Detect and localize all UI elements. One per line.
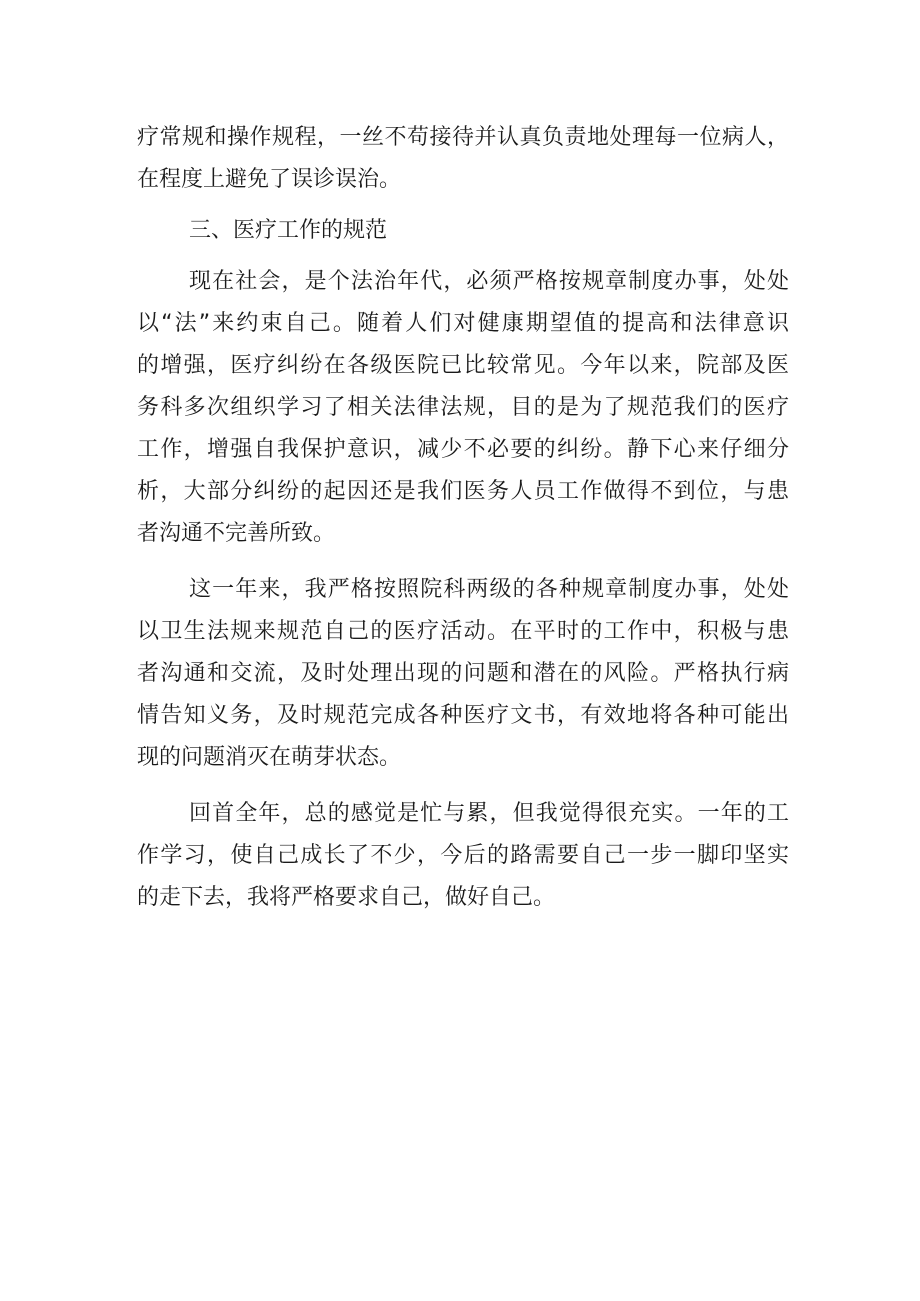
text-line: 现在社会，是个法治年代，必须严格按规章制度办事，处处 [189,269,789,294]
section-heading [137,210,789,252]
text-line: 在程度上避免了误诊误治。 [137,167,402,192]
text-line: 现的问题消灭在萌芽状态。 [137,745,402,770]
continued-paragraph [137,117,789,201]
text-line: 者沟通不完善所致。 [137,521,336,546]
text-line: 者沟通和交流，及时处理出现的问题和潜在的风险。严格执行病 [137,661,789,686]
text-line: 情告知义务，及时规范完成各种医疗文书，有效地将各种可能出 [137,703,789,728]
paragraph-legal-era [137,261,789,555]
text-line: 务科多次组织学习了相关法律法规，目的是为了规范我们的医疗 [137,395,789,420]
text-line: 析，大部分纠纷的起因还是我们医务人员工作做得不到位，与患 [137,479,789,504]
text-line: 疗常规和操作规程，一丝不苟接待并认真负责地处理每一位病人， [137,125,789,150]
section-heading-text: 三、医疗工作的规范 [189,218,388,243]
document-body [137,117,789,919]
text-line: 回首全年，总的感觉是忙与累，但我觉得很充实。一年的工 [189,801,789,826]
text-line: 以“法”来约束自己。随着人们对健康期望值的提高和法律意识 [137,311,790,336]
text-line: 的走下去，我将严格要求自己，做好自己。 [137,885,556,910]
text-line: 这一年来，我严格按照院科两级的各种规章制度办事，处处 [189,577,789,602]
text-line: 以卫生法规来规范自己的医疗活动。在平时的工作中，积极与患 [137,619,789,644]
paragraph-this-year [137,569,789,779]
paragraph-review [137,793,789,919]
text-line: 的增强，医疗纠纷在各级医院已比较常见。今年以来，院部及医 [137,353,789,378]
text-line: 工作，增强自我保护意识，减少不必要的纠纷。静下心来仔细分 [137,437,789,462]
text-line: 作学习，使自己成长了不少，今后的路需要自己一步一脚印坚实 [137,843,789,868]
